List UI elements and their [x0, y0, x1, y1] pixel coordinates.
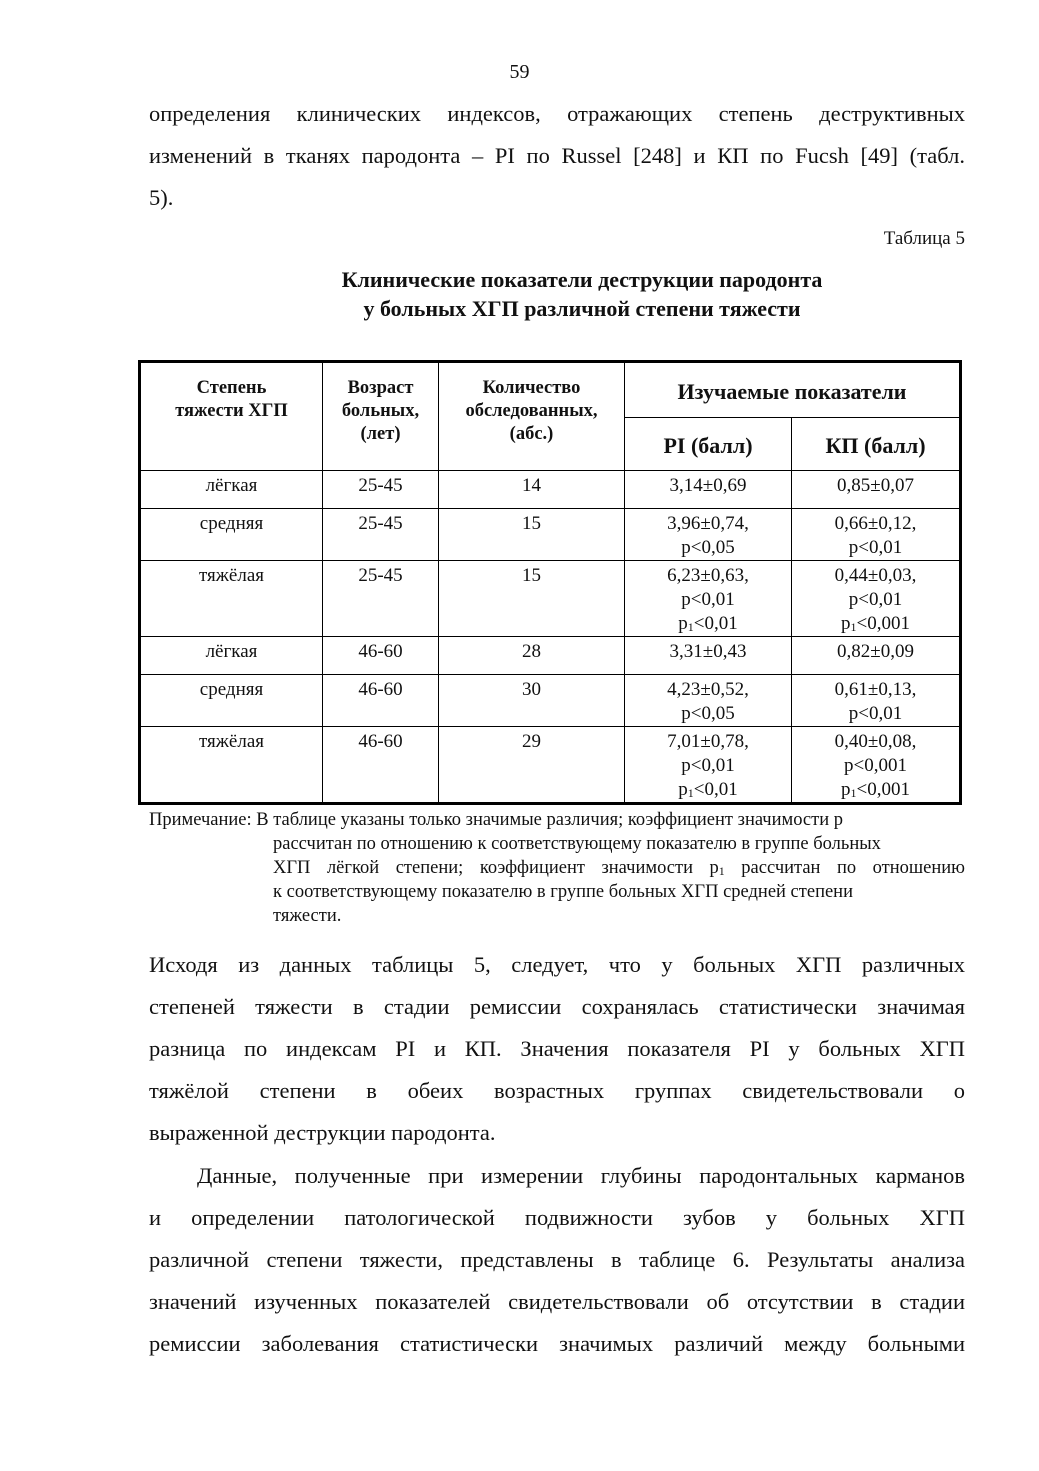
note-line: рассчитан по отношению к соответствующему показателю в группе больных [273, 834, 881, 854]
cell-kp [792, 471, 961, 509]
text-line: различной степени тяжести, представлены в таблице 6. Результаты анализа [149, 1247, 965, 1272]
cell-count: 15 [439, 509, 625, 561]
header-kp: КП (балл) [792, 418, 961, 471]
cell-pi [625, 561, 792, 637]
cell-value-line: $p_1<0,001$ [841, 779, 910, 800]
cell-kp [792, 561, 961, 637]
cell-value-line: 0,40±0,08, [834, 731, 917, 752]
text-line: разница по индексам PI и КП. Значения показателя PI у больных ХГП [149, 1036, 965, 1061]
cell-value-line: 6,23±0,63, [667, 565, 749, 586]
cell-value-line: p<0,01 [848, 537, 903, 558]
cell-value-line: 0,82±0,09 [837, 641, 914, 662]
cell-severity: лёгкая [140, 637, 323, 675]
cell-count: 14 [439, 471, 625, 509]
cell-value-line: 7,01±0,78, [667, 731, 749, 752]
cell-value-line: 3,14±0,69 [669, 475, 747, 496]
table-title [149, 265, 1015, 323]
cell-count: 30 [439, 675, 625, 727]
cell-severity: лёгкая [140, 471, 323, 509]
paragraph-table6 [149, 1155, 965, 1365]
table-row [140, 471, 961, 509]
cell-pi [625, 471, 792, 509]
note-line: ХГП лёгкой степени; коэффициент значимости $p_1$ рассчитан по отношению [273, 858, 965, 878]
table-row [140, 675, 961, 727]
text-line: ремиссии заболевания статистически значимых различий между больными [149, 1331, 965, 1356]
indicators-table [138, 360, 962, 805]
cell-value-line: 0,85±0,07 [837, 475, 914, 496]
header-pi: PI (балл) [625, 418, 792, 471]
table-label: Таблица 5 [883, 228, 965, 249]
text-line: Данные, полученные при измерении глубины пародонтальных карманов [197, 1163, 965, 1188]
text-line: выраженной деструкции пародонта. [149, 1120, 496, 1145]
table-title-line: Клинические показатели деструкции пародонта [341, 267, 823, 292]
cell-value-line: 0,44±0,03, [834, 565, 917, 586]
cell-kp [792, 675, 961, 727]
cell-severity: тяжёлая [140, 727, 323, 804]
note-line: Примечание: В таблице указаны только значимые различия; коэффициент значимости p [149, 810, 844, 830]
note-line: к соответствующему показателю в группе больных ХГП средней степени [273, 882, 853, 902]
page-number: 59 [509, 61, 530, 83]
header-age: Возраст больных, (лет) [323, 362, 439, 471]
cell-pi [625, 637, 792, 675]
cell-age: 46-60 [323, 637, 439, 675]
table-note [149, 808, 969, 928]
text-line: определения клинических индексов, отражающих степень деструктивных [149, 101, 965, 126]
header-severity: Степень тяжести ХГП [140, 362, 323, 471]
cell-kp [792, 509, 961, 561]
cell-value-line: p<0,01 [681, 589, 735, 610]
cell-age: 25-45 [323, 471, 439, 509]
cell-value-line: 0,61±0,13, [834, 679, 917, 700]
header-studied-indicators: Изучаемые показатели [625, 362, 961, 418]
cell-value-line: $p_1<0,001$ [841, 613, 910, 634]
text-line: значений изученных показателей свидетельствовали об отсутствии в стадии [149, 1289, 965, 1314]
cell-value-line: p<0,05 [681, 703, 735, 724]
table-row [140, 727, 961, 804]
cell-kp [792, 637, 961, 675]
cell-count: 29 [439, 727, 625, 804]
table-row [140, 509, 961, 561]
cell-value-line: p<0,01 [848, 703, 903, 724]
cell-value-line: 0,66±0,12, [834, 513, 917, 534]
cell-kp [792, 727, 961, 804]
text-line: и определении патологической подвижности зубов у больных ХГП [149, 1205, 965, 1230]
table-title-line: у больных ХГП различной степени тяжести [363, 296, 801, 321]
table-row [140, 561, 961, 637]
cell-age: 46-60 [323, 675, 439, 727]
cell-severity: средняя [140, 675, 323, 727]
text-line: тяжёлой степени в обеих возрастных группах свидетельствовали о [149, 1078, 965, 1103]
intro-paragraph [149, 93, 965, 219]
cell-value-line: 3,96±0,74, [667, 513, 749, 534]
cell-pi [625, 675, 792, 727]
cell-count: 15 [439, 561, 625, 637]
cell-value-line: 4,23±0,52, [667, 679, 749, 700]
cell-value-line: $p_1<0,01$ [678, 613, 738, 634]
cell-severity: средняя [140, 509, 323, 561]
text-line: изменений в тканях пародонта – PI по Russel [248] и КП по Fucsh [49] (табл. [149, 143, 965, 168]
text-line: степеней тяжести в стадии ремиссии сохранялась статистически значимая [149, 994, 965, 1019]
cell-pi [625, 509, 792, 561]
cell-severity: тяжёлая [140, 561, 323, 637]
cell-age: 25-45 [323, 561, 439, 637]
cell-value-line: p<0,001 [844, 755, 907, 776]
cell-value-line: p<0,01 [681, 755, 735, 776]
text-line: 5). [149, 185, 174, 210]
cell-count: 28 [439, 637, 625, 675]
cell-value-line: p<0,05 [681, 537, 735, 558]
text-line: Исходя из данных таблицы 5, следует, что у больных ХГП различных [149, 952, 965, 977]
cell-age: 25-45 [323, 509, 439, 561]
cell-value-line: 3,31±0,43 [669, 641, 747, 662]
cell-pi [625, 727, 792, 804]
table-row [140, 637, 961, 675]
cell-value-line: $p_1<0,01$ [678, 779, 738, 800]
cell-value-line: p<0,01 [848, 589, 903, 610]
note-line: тяжести. [273, 906, 342, 926]
header-count: Количество обследованных, (абс.) [439, 362, 625, 471]
cell-age: 46-60 [323, 727, 439, 804]
paragraph-results [149, 944, 965, 1154]
